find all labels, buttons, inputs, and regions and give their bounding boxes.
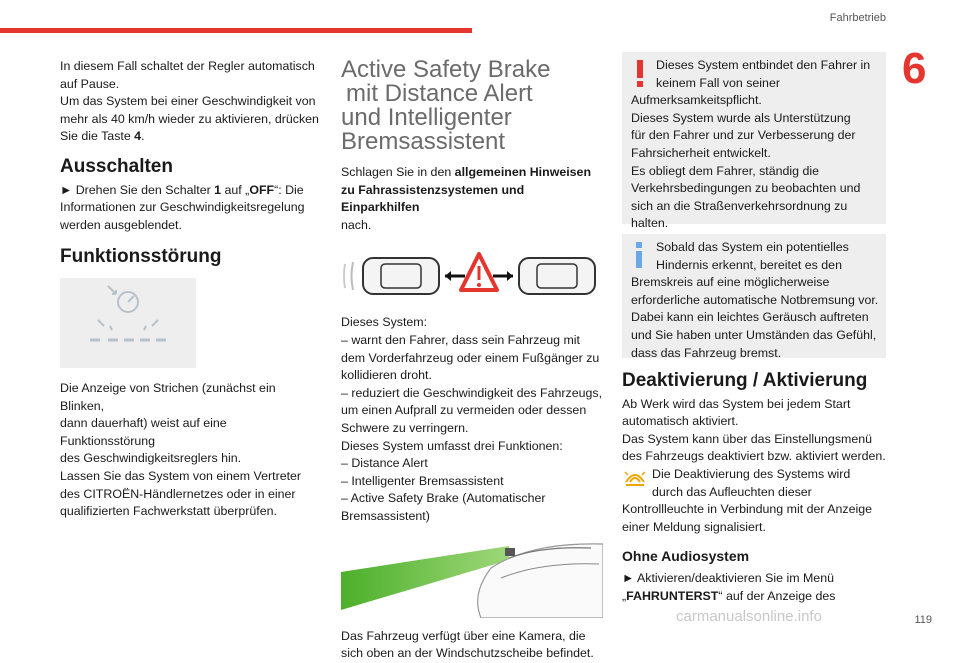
info-line: Hindernis erkennt, bereitet es den <box>656 257 842 272</box>
warning-line: halten. <box>631 216 669 231</box>
intro-line: In diesem Fall schaltet der Regler automatisch <box>60 59 315 73</box>
system-line: Dieses System umfasst drei Funktionen: <box>341 438 563 453</box>
warning-line: für den Fahrer und zur Verbesserung der <box>631 128 856 143</box>
info-line: dass das Fahrzeug bremst. <box>631 345 782 360</box>
camera-field-figure <box>341 538 603 618</box>
deact-line: Ab Werk wird das System bei jedem Start <box>622 396 851 411</box>
warning-line: Es obliegt dem Fahrer, ständig die <box>631 163 820 178</box>
fault-line: Die Anzeige von Strichen (zunächst ein Blinken, <box>60 380 276 413</box>
lamp-line: Die Deaktivierung des Systems wird <box>652 466 851 481</box>
column-1 <box>60 58 322 521</box>
camera-line: sich oben an der Windschutzscheibe befindet. <box>341 646 594 661</box>
warning-line: Dieses System entbindet den Fahrer in <box>656 58 871 72</box>
info-box <box>622 234 886 358</box>
system-line: Dieses System: <box>341 315 428 330</box>
intro-line: mehr als 40 km/h wieder zu aktivieren, drücken <box>60 111 319 126</box>
watermark: carmanualsonline.info <box>676 608 822 625</box>
warning-line: keinem Fall von seiner <box>656 75 780 90</box>
warning-line: Aufmerksamkeitspflicht. <box>631 93 762 108</box>
fault-line: des Geschwindigkeitsreglers hin. <box>60 451 242 466</box>
off-line: werden ausgeblendet. <box>60 217 182 232</box>
info-line: und Sie haben unter Umständen das Gefühl, <box>631 327 877 342</box>
info-line: Bremskreis auf eine möglicherweise <box>631 275 830 290</box>
intro-line: auf Pause. <box>60 76 120 91</box>
section-title-funktionsstoerung: Funktionsstörung <box>60 246 222 268</box>
lamp-line: Kontrollleuchte in Verbindung mit der Anzeige <box>622 502 873 517</box>
intro-line: Sie die Taste 4. <box>60 129 145 144</box>
info-line: Dabei kann ein leichtes Geräusch auftreten <box>631 310 869 325</box>
ref-line: Schlagen Sie in den allgemeinen Hinweisen <box>341 165 592 179</box>
section-header: Fahrbetrieb <box>829 12 886 24</box>
intro-line: Um das System bei einer Geschwindigkeit von <box>60 94 316 109</box>
audio-line: „FAHRUNTERST“ auf der Anzeige des <box>622 588 836 603</box>
warning-box <box>622 52 886 231</box>
camera-line: Das Fahrzeug verfügt über eine Kamera, die <box>341 628 586 643</box>
deact-line: automatisch aktiviert. <box>622 414 739 429</box>
collision-warning-figure <box>341 244 603 306</box>
fault-line: des CITROËN-Händlernetzes oder in einer <box>60 486 296 501</box>
fault-line: qualifizierten Fachwerkstatt überprüfen. <box>60 504 277 519</box>
system-line: – Distance Alert <box>341 456 428 471</box>
fault-line: Lassen Sie das System von einem Vertreter <box>60 468 302 483</box>
system-line: – reduziert die Geschwindigkeit des Fahrzeugs, <box>341 385 603 400</box>
lamp-line: durch das Aufleuchten dieser <box>652 484 812 499</box>
column-2 <box>341 58 603 663</box>
page-number: 119 <box>914 614 932 626</box>
warning-line: Dieses System wurde als Unterstützung <box>631 110 851 125</box>
warning-line: Verkehrsbedingungen zu beobachten und <box>631 181 861 196</box>
deact-line: des Fahrzeugs deaktiviert bzw. aktiviert werden. <box>622 449 886 464</box>
system-line: – Active Safety Brake (Automatischer <box>341 491 546 506</box>
system-line: dem Vorderfahrzeug oder einem Fußgänger zu <box>341 350 600 365</box>
warning-lamp-icon <box>622 466 648 488</box>
chapter-number: 6 <box>902 44 927 93</box>
system-line: um einen Aufprall zu vermeiden oder dessen <box>341 403 587 418</box>
column-3-lower <box>622 372 886 605</box>
off-line: ► Drehen Sie den Schalter 1 auf „OFF“: Die <box>60 182 304 197</box>
cars-warning-icon <box>341 244 603 306</box>
warning-line: sich an die Straßenverkehrsordnung zu <box>631 198 848 213</box>
info-line: Sobald das System ein potentielles <box>656 240 849 254</box>
warning-line: Fahrsicherheit entwickelt. <box>631 145 771 160</box>
deact-line: Das System kann über das Einstellungsmenü <box>622 431 873 446</box>
ref-line: nach. <box>341 217 372 232</box>
off-line: Informationen zur Geschwindigkeitsregelung <box>60 200 305 215</box>
system-line: – warnt den Fahrer, dass sein Fahrzeug mit <box>341 332 580 347</box>
subsection-title-audio: Ohne Audiosystem <box>622 548 750 565</box>
section-title-deaktivierung: Deaktivierung / Aktivierung <box>622 370 868 391</box>
system-line: kollidieren droht. <box>341 368 432 383</box>
lamp-line: einer Meldung signalisiert. <box>622 519 766 534</box>
audio-line: ► Aktivieren/deaktivieren Sie im Menü <box>622 570 834 585</box>
speedometer-dashes-icon <box>60 278 196 368</box>
cruise-fault-display-figure <box>60 278 196 368</box>
system-line: Schwere zu verringern. <box>341 420 469 435</box>
info-line: erforderliche automatische Notbremsung vor. <box>631 292 879 307</box>
fault-line: dann dauerhaft) weist auf eine Funktionsstörung <box>60 416 227 448</box>
system-line: – Intelligenter Bremsassistent <box>341 473 504 488</box>
ref-line: zu Fahrassistenzsystemen und Einparkhilfen <box>341 182 525 215</box>
windshield-camera-icon <box>341 538 603 618</box>
chapter-title: Active Safety Brake mit Distance Alert und Intelligenter Bremsassistent <box>341 56 551 155</box>
section-title-ausschalten: Ausschalten <box>60 155 173 177</box>
top-accent-bar <box>0 28 472 33</box>
system-line: Bremsassistent) <box>341 508 430 523</box>
